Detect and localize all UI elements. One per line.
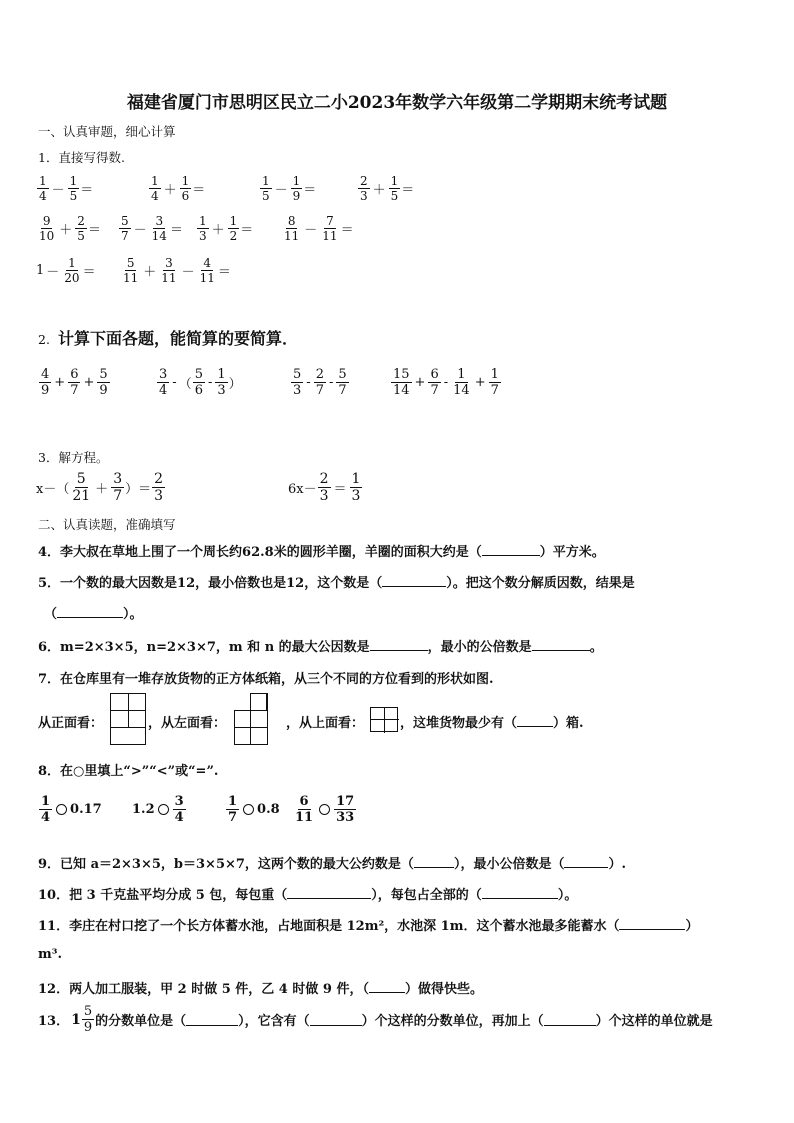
question-2-label: 2. 计算下面各题，能简算的要简算． xyxy=(38,329,298,348)
answer-blank[interactable] xyxy=(564,855,608,868)
question-5: 5．一个数的最大因数是12，最小倍数也是12，这个数是（ ）。把这个数分解质因数，结果是 xyxy=(38,576,635,591)
q7-top-label: ，从上面看： xyxy=(286,716,365,731)
question-9: 9．已知 a＝2×3×5，b＝3×5×7，这两个数的最大公约数是（ ），最小公倍数是（ ）. xyxy=(38,857,626,872)
question-11-line-2: m³. xyxy=(38,947,62,962)
question-13: 13． 1 $\frac{5}{9}$ 的分数单位是（ ），它含有（ ）个这样的分数单位，再加上（ ）个这样的单位就是 xyxy=(38,1004,713,1035)
answer-blank[interactable] xyxy=(482,886,558,899)
q1-item-6: $\frac{5}{7}$ － $\frac{3}{14}$ ＝ xyxy=(121,214,183,243)
answer-blank[interactable] xyxy=(619,917,685,930)
q2-expr-2: $\frac{3}{4}$ - （ $\frac{5}{6}$ - $\frac{1}{3}$ ） xyxy=(159,367,242,398)
top-view-grid xyxy=(370,707,398,732)
answer-blank[interactable] xyxy=(310,1013,362,1026)
answer-blank[interactable] xyxy=(57,605,123,618)
q8-compare-3: $\frac{1}{7}$ 0.8 xyxy=(228,794,280,825)
q7-answer: ，这堆货物最少有（ ）箱. xyxy=(400,716,584,731)
section-heading-1: 一、认真审题，细心计算 xyxy=(38,124,176,139)
q7-left-label: ，从左面看： xyxy=(148,716,227,731)
question-8: 8．在○里填上“>”“<”或“=”. xyxy=(38,764,219,779)
question-6: 6．m=2×3×5，n=2×3×7，m 和 n 的最大公因数是 ，最小的公倍数是 。 xyxy=(38,640,603,655)
question-3-label: 3．解方程。 xyxy=(38,450,109,465)
answer-blank[interactable] xyxy=(532,638,590,651)
page-title: 福建省厦门市思明区民立二小2023年数学六年级第二学期期末统考试题 xyxy=(126,93,668,113)
answer-blank[interactable] xyxy=(414,855,454,868)
q1-item-10: $\frac{5}{11}$ ＋ $\frac{3}{11}$ － $\frac{4}{11}$ ＝ xyxy=(123,256,231,285)
answer-blank[interactable] xyxy=(370,638,428,651)
q1-item-9: 1 － $\frac{1}{20}$ ＝ xyxy=(36,256,96,285)
q1-item-3: $\frac{1}{5}$ － $\frac{1}{9}$ ＝ xyxy=(262,174,317,203)
q3-equation-1: x－（ $\frac{5}{21}$ ＋ $\frac{3}{7}$ ）＝ $\frac{2}{3}$ xyxy=(36,471,164,504)
question-11: 11．李庄在村口挖了一个长方体蓄水池，占地面积是 12m²，水池深 1m．这个蓄水池最多能蓄水（ ） xyxy=(38,919,699,934)
q8-compare-4: $\frac{6}{11}$ $\frac{17}{33}$ xyxy=(295,794,355,825)
front-view-grid xyxy=(110,693,146,745)
question-12: 12．两人加工服装，甲 2 时做 5 件，乙 4 时做 9 件，（ ）做得快些。 xyxy=(38,982,483,997)
section-heading-2: 二、认真读题，准确填写 xyxy=(38,517,176,532)
q1-item-7: $\frac{1}{3}$ ＋ $\frac{1}{2}$ ＝ xyxy=(199,214,254,243)
q1-item-1: $\frac{1}{4}$ － $\frac{1}{5}$ ＝ xyxy=(39,174,94,203)
compare-circle[interactable] xyxy=(158,804,169,815)
answer-blank[interactable] xyxy=(482,543,540,556)
q2-expr-1: $\frac{4}{9}$ + $\frac{6}{7}$ + $\frac{5}{9}$ xyxy=(41,367,108,398)
left-view-grid xyxy=(234,693,268,745)
question-10: 10．把 3 千克盐平均分成 5 包，每包重（ ），每包占全部的（ ）。 xyxy=(38,888,578,903)
answer-blank[interactable] xyxy=(287,886,371,899)
answer-blank[interactable] xyxy=(544,1013,596,1026)
q8-compare-1: $\frac{1}{4}$ 0.17 xyxy=(41,794,102,825)
question-5-line-2: （ ）。 xyxy=(44,607,143,622)
answer-blank[interactable] xyxy=(382,574,446,587)
question-4: 4．李大叔在草地上围了一个周长约62.8米的圆形羊圈，羊圈的面积大约是（ ）平方米。 xyxy=(38,545,605,560)
q8-compare-2: 1.2 $\frac{3}{4}$ xyxy=(132,794,184,825)
compare-circle[interactable] xyxy=(319,804,330,815)
compare-circle[interactable] xyxy=(56,804,67,815)
q3-equation-2: 6x－ $\frac{2}{3}$ ＝ $\frac{1}{3}$ xyxy=(288,471,361,504)
q1-item-8: $\frac{8}{11}$ － $\frac{7}{11}$ ＝ xyxy=(284,214,354,243)
question-1-label: 1．直接写得数. xyxy=(38,150,125,165)
q2-expr-4: $\frac{15}{14}$ + $\frac{6}{7}$ - $\frac{1}{14}$ + $\frac{1}{7}$ xyxy=(393,367,499,398)
q7-front-label: 从正面看： xyxy=(38,716,104,731)
q1-item-2: $\frac{1}{4}$ ＋ $\frac{1}{6}$ ＝ xyxy=(151,174,206,203)
q1-item-5: $\frac{9}{10}$ ＋ $\frac{2}{5}$ ＝ xyxy=(39,214,101,243)
q1-item-4: $\frac{2}{3}$ ＋ $\frac{1}{5}$ ＝ xyxy=(360,174,415,203)
answer-blank[interactable] xyxy=(186,1013,238,1026)
q2-expr-3: $\frac{5}{3}$ - $\frac{2}{7}$ - $\frac{5}{7}$ xyxy=(293,367,347,398)
compare-circle[interactable] xyxy=(243,804,254,815)
answer-blank[interactable] xyxy=(517,714,553,727)
question-7: 7．在仓库里有一堆存放货物的正方体纸箱，从三个不同的方位看到的形状如图. xyxy=(38,672,494,687)
answer-blank[interactable] xyxy=(369,980,405,993)
